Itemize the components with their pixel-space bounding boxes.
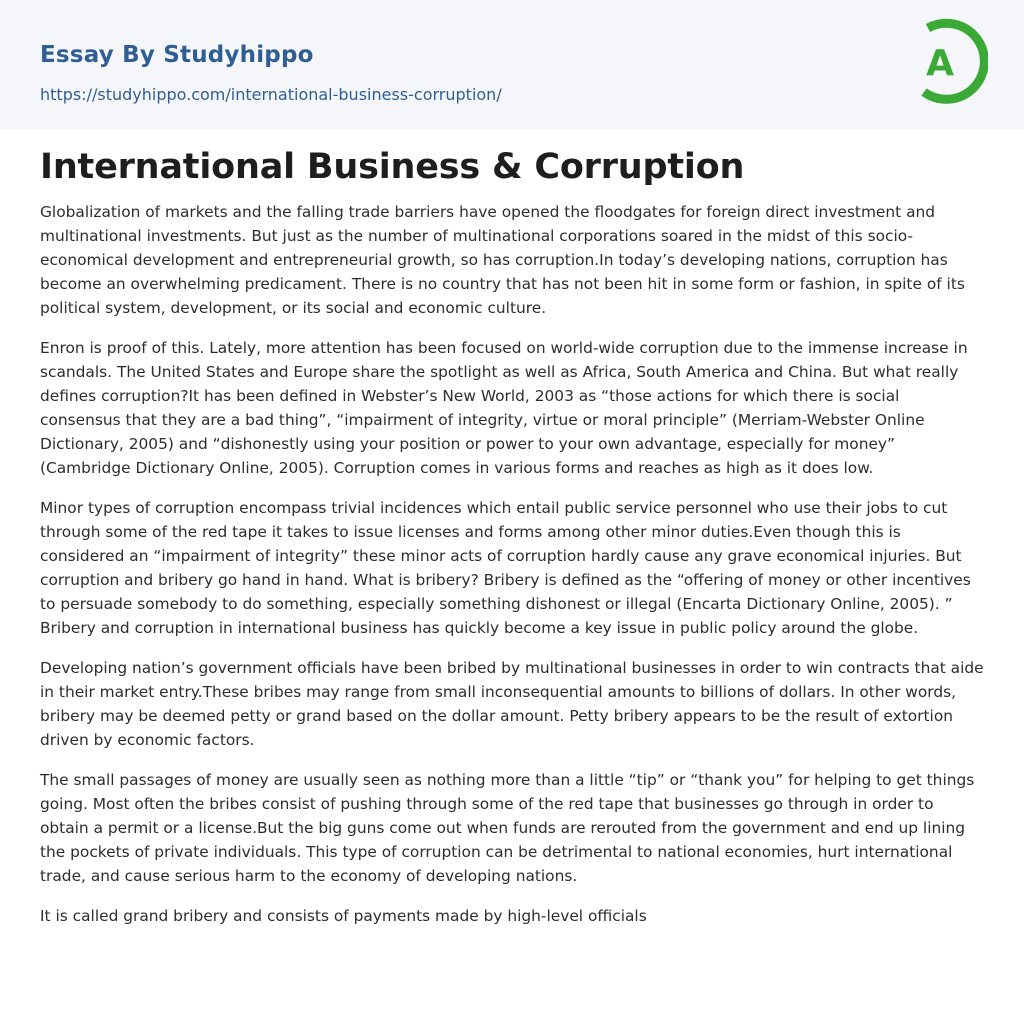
brand-title[interactable]: Essay By Studyhippo [40,42,314,68]
essay-content [40,143,984,944]
essay-paragraph-4: Developing nation’s government officials have been bribed by multinational businesses in order to win contracts that aide in their market entry.These bribes may range from small inconsequential amounts to billions of dollars. In other words, bribery may be deemed petty or grand based on the dollar amount. Petty bribery appears to be the result of extortion driven by economic factors. [40,659,984,749]
essay-paragraph-2: Enron is proof of this. Lately, more attention has been focused on world-wide corruption due to the immense increase in scandals. The United States and Europe share the spotlight as well as Africa, South America and China. But what really defines corruption?It has been defined in Webster’s New World, 2003 as “those actions for which there is social consensus that they are a bad thing”, “impairment of integrity, virtue or moral principle” (Merriam-Webster Online Dictionary, 2005) and “dishonestly using your position or power to your own advantage, especially for money” (Cambridge Dictionary Online, 2005). Corruption comes in various forms and reaches as high as it does low. [40,339,968,477]
site-header [0,0,1024,129]
essay-paragraph-6: It is called grand bribery and consists of payments made by high-level officials [40,907,647,925]
logo-letter: A [926,43,954,84]
essay-paragraph-3: Minor types of corruption encompass trivial incidences which entail public service personnel who use their jobs to cut through some of the red tape it takes to issue licenses and forms among other minor duties.Even though this is considered an “impairment of integrity” these minor acts of corruption hardly cause any grave economical injuries. But corruption and bribery go hand in hand. What is bribery? Bribery is defined as the “offering of money or other incentives to persuade somebody to do something, especially something dishonest or illegal (Encarta Dictionary Online, 2005). ” Bribery and corruption in international business has quickly become a key issue in public policy around the globe. [40,499,971,637]
source-url-link[interactable]: https://studyhippo.com/international-business-corruption/ [40,85,502,104]
essay-paragraph-1: Globalization of markets and the falling trade barriers have opened the floodgates for foreign direct investment and multinational investments. But just as the number of multinational corporations soared in the midst of this socio-economical development and entrepreneurial growth, so has corruption.In today’s developing nations, corruption has become an overwhelming predicament. There is no country that has not been hit in some form or fashion, in spite of its political system, development, or its social and economic culture. [40,203,965,317]
studyhippo-logo-icon[interactable] [910,18,988,106]
essay-title: International Business & Corruption [40,147,745,187]
essay-paragraph-5: The small passages of money are usually seen as nothing more than a little “tip” or “thank you” for helping to get things going. Most often the bribes consist of pushing through some of the red tape that businesses go through in order to obtain a permit or a license.But the big guns come out when funds are rerouted from the government and end up lining the pockets of private individuals. This type of corruption can be detrimental to national economies, hurt international trade, and cause serious harm to the economy of developing nations. [40,771,975,885]
